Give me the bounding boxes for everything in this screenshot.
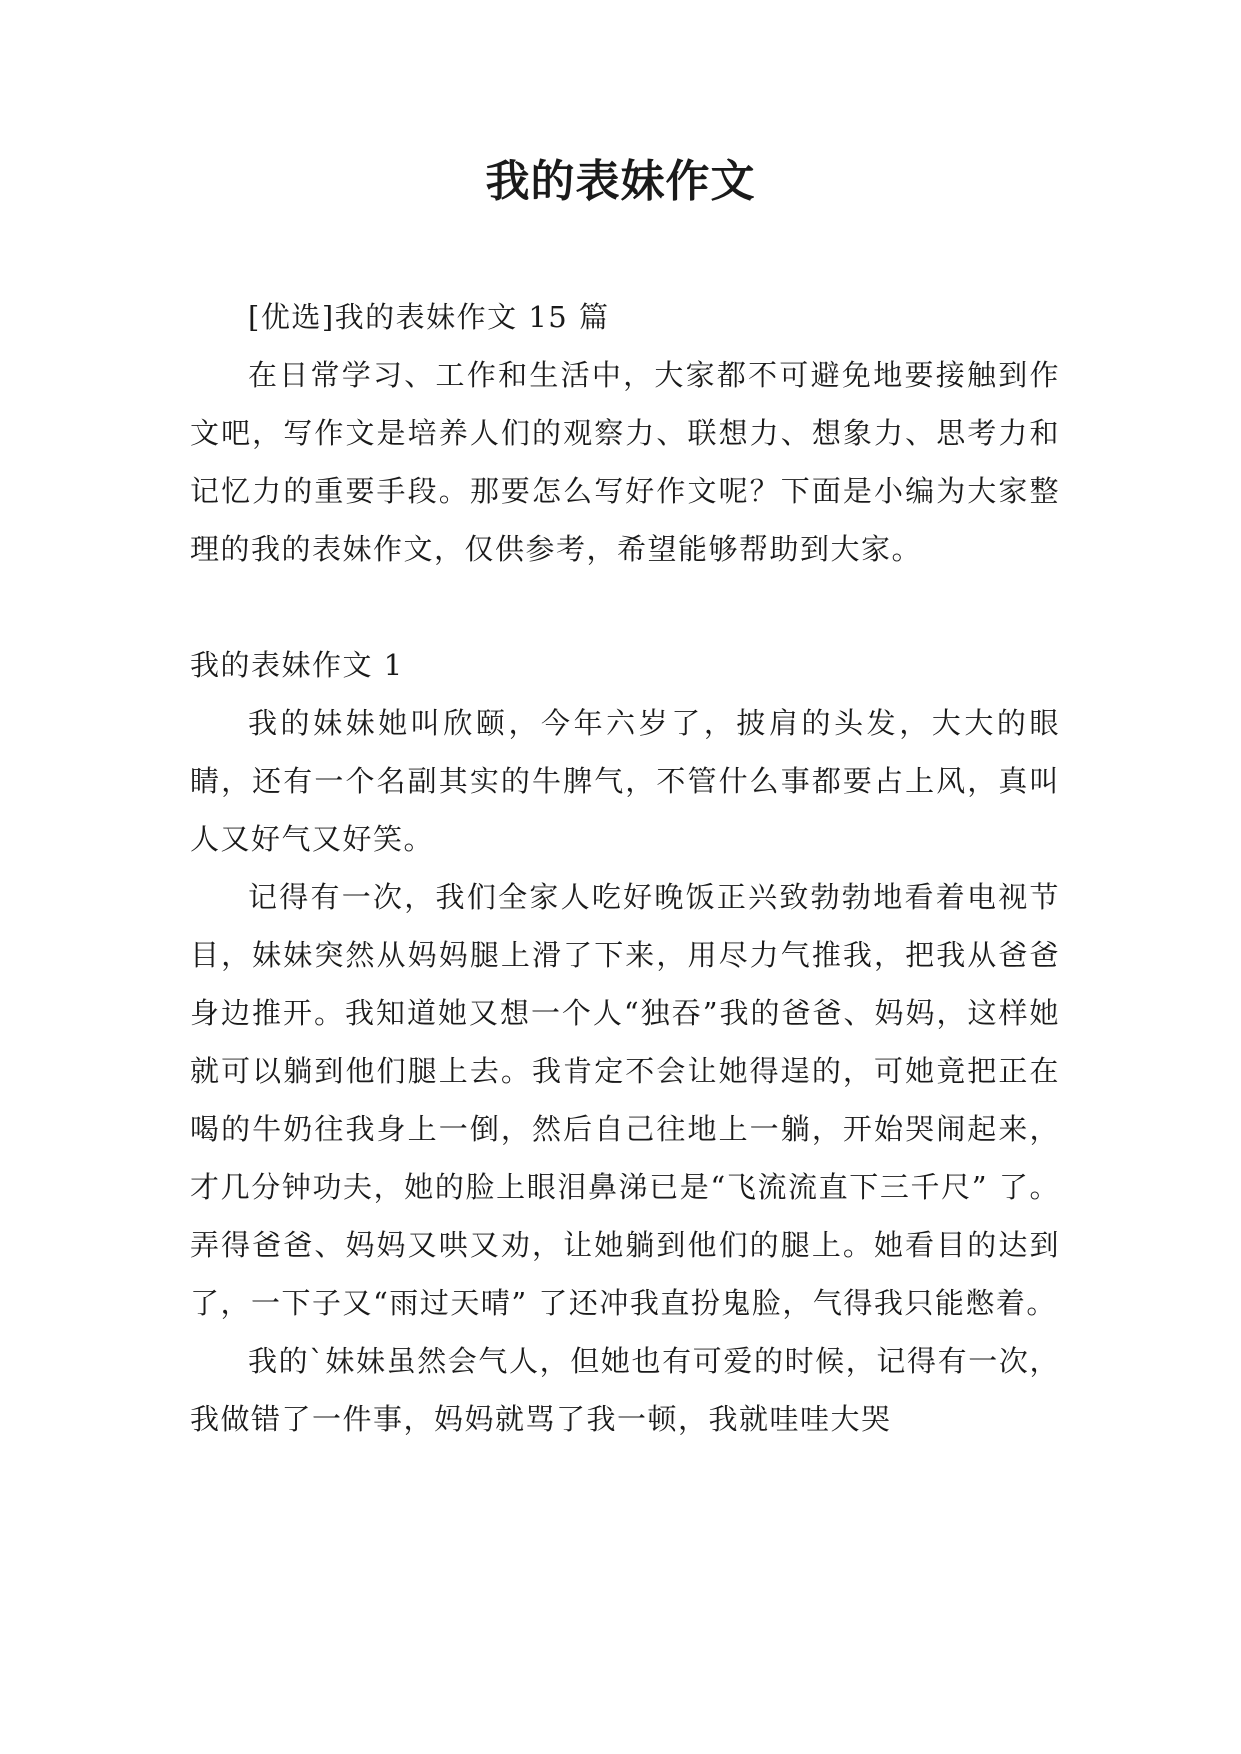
body-paragraph-1: 我的妹妹她叫欣颐，今年六岁了，披肩的头发，大大的眼睛，还有一个名副其实的牛脾气，不管什么事都要占上风，真叫人又好气又好笑。	[190, 706, 1060, 856]
intro-paragraph: 在日常学习、工作和生活中，大家都不可避免地要接触到作文吧，写作文是培养人们的观察力、联想力、想象力、思考力和记忆力的重要手段。那要怎么写好作文呢？下面是小编为大家整理的我的表妹作文，仅供参考，希望能够帮助到大家。	[190, 358, 1060, 566]
section-spacer	[190, 578, 1060, 636]
body-paragraph-3: 我的`妹妹虽然会气人，但她也有可爱的时候，记得有一次，我做错了一件事，妈妈就骂了我一顿，我就哇哇大哭	[190, 1344, 1060, 1436]
document-body	[190, 288, 1060, 1448]
body-paragraph-2: 记得有一次，我们全家人吃好晚饭正兴致勃勃地看着电视节目，妹妹突然从妈妈腿上滑了下来，用尽力气推我，把我从爸爸身边推开。我知道她又想一个人“独吞”我的爸爸、妈妈，这样她就可以躺到他们腿上去。我肯定不会让她得逞的，可她竟把正在喝的牛奶往我身上一倒，然后自己往地上一躺，开始哭闹起来，才几分钟功夫，她的脸上眼泪鼻涕已是“飞流流直下三千尺” 了。弄得爸爸、妈妈又哄又劝，让她躺到他们的腿上。她看目的达到了，一下子又“雨过天晴” 了还冲我直扮鬼脸，气得我只能憋着。	[190, 880, 1060, 1320]
section-heading: 我的表妹作文 1	[190, 648, 404, 682]
document-title: 我的表妹作文	[485, 156, 756, 207]
document-subtitle: [优选]我的表妹作文 15 篇	[248, 300, 610, 334]
